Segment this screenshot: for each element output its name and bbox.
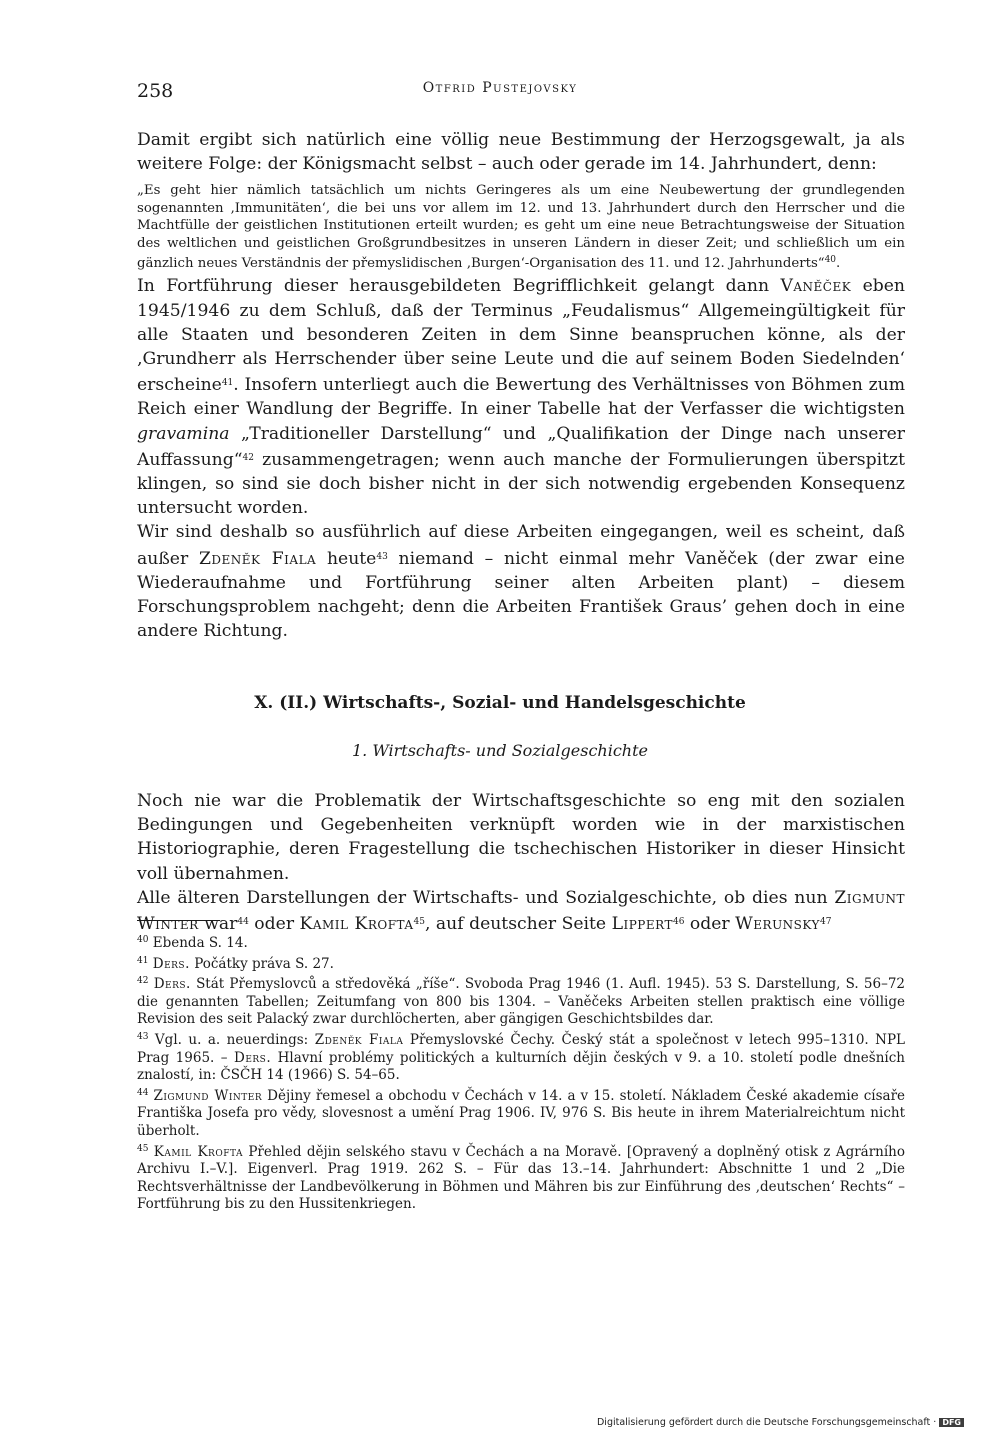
footnote-ref-42[interactable]: 42 [242,452,254,463]
author-name: Vaněček [780,276,852,297]
footnote-42 [137,973,905,1029]
footnote-text: Vgl. u. a. neuerdings: [154,1031,309,1048]
footnote-number: 44 [137,1087,149,1098]
footnote-author: Kamil Krofta [153,1143,243,1160]
footnote-45 [137,1141,905,1214]
paragraph-2-text-d: „Traditioneller Darstellung“ und „Qualifikation der Dinge nach unserer Auffassung“ [137,423,905,470]
footnote-author: Ders. [153,976,191,993]
section-paragraph-2-text-e: oder [689,914,730,935]
footnote-ref-43[interactable]: 43 [376,551,388,562]
footnote-44 [137,1085,905,1141]
author-name: Kamil Krofta [299,914,414,935]
footnote-text: Ebenda S. 14. [152,935,248,951]
section-paragraph-1: Noch nie war die Problematik der Wirtschaftsgeschichte so eng mit den sozialen Bedingungen und Gegebenheiten verknüpft worden wie in der marxistischen Historiographie, deren Fragestellung die tschechischen Historiker in dieser Hinsicht voll übernahmen. [137,791,905,884]
paragraph-3 [137,520,905,643]
paragraph-2-text-a: In Fortführung dieser herausgebildeten Begrifflichkeit gelangt dann [137,276,770,297]
footnote-text: Přemyslovské Čechy. Český stát a společnost v letech 995–1310. NPL Prag 1965. – [137,1031,906,1066]
paragraph-2 [137,274,905,520]
footnote-author: Ders. [234,1049,272,1066]
footnote-ref-41[interactable]: 41 [221,378,234,389]
author-name: Zdeněk Fiala [198,548,317,569]
paragraph-2-text-e: zusammengetragen; wenn auch manche der Formulierungen überspitzt klingen, so sind sie doch bisher nicht in der sich notwendig ergebenden Konsequenz untersucht worden. [137,449,905,519]
footnotes [137,932,905,1214]
paragraph-3-text-c: niemand – nicht einmal mehr Vaněček (der zwar eine Wiederaufnahme und Fortführung seiner alten Arbeiten plant) – diesem Forschungsproblem nachgeht; denn die Arbeiten František Graus’ gehen doch in eine andere Richtung. [137,548,905,642]
footnote-divider [137,920,220,921]
footnote-ref-47[interactable]: 47 [819,917,832,928]
block-quote-text: „Es geht hier nämlich tatsächlich um nichts Geringeres als um eine Neubewertung der grundlegenden sogenannten ‚Immunitäten‘, die bei uns vor allem im 12. und 13. Jahrhundert durch den Herrscher und die Machtfülle der geistlichen Institutionen erteilt wurden; es geht um eine neue Betrachtungsweise der Situation des weltlichen und geistlichen Großgrundbesitzes in unseren Ländern in dieser Zeit; und schließlich um ein gänzlich neues Verständnis der přemyslidischen ‚Burgen‘-Organisation des 11. und 12. Jahrhunderts“ [137,183,905,272]
section-subheading: 1. Wirtschafts- und Sozialgeschichte [352,741,648,760]
block-quote: „Es geht hier nämlich tatsächlich um nichts Geringeres als um eine Neubewertung der grundlegenden sogenannten ‚Immunitäten‘, die bei uns vor allem im 12. und 13. Jahrhundert durch den Herrscher und die Machtfülle der geistlichen Institutionen erteilt wurden; es geht um eine neue Betrachtungsweise der Situation des weltlichen und geistlichen Großgrundbesitzes in unseren Ländern in dieser Zeit; und schließlich um ein gänzlich neues Verständnis der přemyslidischen ‚Burgen‘-Organisation des 11. und 12. Jahrhunderts“$^{40}$. [137,183,905,272]
footnote-ref-44[interactable]: 44 [237,917,249,928]
paragraph-2-text-b: eben 1945/1946 zu dem Schluß, daß der Terminus „Feudalismus“ Allgemeingültigkeit für alle Staaten und besonderen Zeiten in dem Sinne beanspruchen könne, als der ‚Grundherr als Herrschender über seine Leute und die auf seinem Boden Siedelnden‘ erscheine [137,276,905,396]
footnote-ref-45[interactable]: 45 [413,917,425,928]
footnote-number: 42 [137,976,149,987]
section-paragraph-2-text-c: oder [254,914,295,935]
italic-term: gravamina [137,423,230,444]
section-paragraph-2-text-a: Alle älteren Darstellungen der Wirtschafts- und Sozialgeschichte, ob dies nun [137,887,828,908]
footnote-author: Ders. [152,955,190,972]
footnote-author: Zdeněk Fiala [314,1031,404,1048]
footnote-text: Hlavní problémy politických a kulturních dějin českých v 9. a 10. století podle dnešních znalostí, in: ČSČH 14 (1966) S. 54–65. [137,1049,905,1084]
footnote-ref-46[interactable]: 46 [672,917,685,928]
section-heading: X. (II.) Wirtschafts-, Sozial- und Handelsgeschichte [254,693,746,713]
running-head: Otfrid Pustejovsky [422,80,578,96]
footnote-text: Dějiny řemesel a obchodu v Čechách v 14. a v 15. století. Nákladem České akademie císaře Františka Josefa pro vědy, slovesnost a umění Prag 1906. IV, 976 S. Bis heute in ihrem Materialreichtum nicht überholt. [137,1087,906,1139]
author-name: Zigmunt Winter [137,887,905,935]
footnote-43 [137,1029,905,1085]
section-paragraph-2 [137,886,905,936]
paragraph-1: Damit ergibt sich natürlich eine völlig neue Bestimmung der Herzogsgewalt, ja als weitere Folge: der Königsmacht selbst – auch oder gerade im 14. Jahrhundert, denn: [137,130,905,175]
dfg-logo-icon: DFG [939,1418,964,1427]
footnote-number: 40 [137,935,149,945]
credit-text: Digitalisierung gefördert durch die Deutsche Forschungsgemeinschaft · [596,1417,937,1428]
paragraph-3-text-a: Wir sind deshalb so ausführlich auf diese Arbeiten eingegangen, weil es scheint, daß außer [137,522,905,569]
digitization-credit [597,1417,964,1428]
footnote-text: Počátky práva S. 27. [194,955,334,972]
page-number: 258 [137,80,174,102]
footnote-number: 43 [137,1031,149,1042]
author-name: Lippert [611,914,673,935]
footnote-40 [137,932,905,953]
footnote-41 [137,953,905,974]
section-text-block [137,789,905,936]
footnote-text: Přehled dějin selského stavu v Čechách a na Moravě. [Opravený a doplněný otisk z Agrárního Archivu I.–V.]. Eigenverl. Prag 1919. 262 S. – Für das 13.–14. Jahrhundert: Abschnitte 1 und 2 „Die Rechtsverhältnisse der Landbevölkerung in Böhmen und Mähren bis zur Einführung des ‚deutschen‘ Rechts“ – Fortführung bis zu den Hussitenkriegen. [137,1143,905,1213]
section-paragraph-2-text-d: , auf deutscher Seite [425,914,607,935]
footnote-ref-40[interactable]: 40 [824,255,837,266]
paragraph-2-text-c: . Insofern unterliegt auch die Bewertung des Verhältnisses von Böhmen zum Reich einer Wandlung der Begriffe. In einer Tabelle hat der Verfasser die wichtigsten [137,375,905,420]
author-name: Werunsky [735,914,820,935]
footnote-number: 45 [137,1143,149,1154]
section-paragraph-2-text-b: war [204,914,238,935]
footnote-author: Zigmund Winter [153,1087,263,1104]
paragraph-3-text-b: heute [326,548,377,569]
footnote-number: 41 [137,955,149,966]
footnote-text: Stát Přemyslovců a středověká „říše“. Svoboda Prag 1946 (1. Aufl. 1945). 53 S. Darstellung, S. 56–72 die genannten Tabellen; Zeitumfang von 800 bis 1304. – Vaněčeks Arbeiten stellen praktisch eine völlige Revision des seit Palacký zwar durchlöcherten, aber gängigen Geschichtsbildes dar. [137,976,906,1028]
main-text-block [137,128,905,643]
